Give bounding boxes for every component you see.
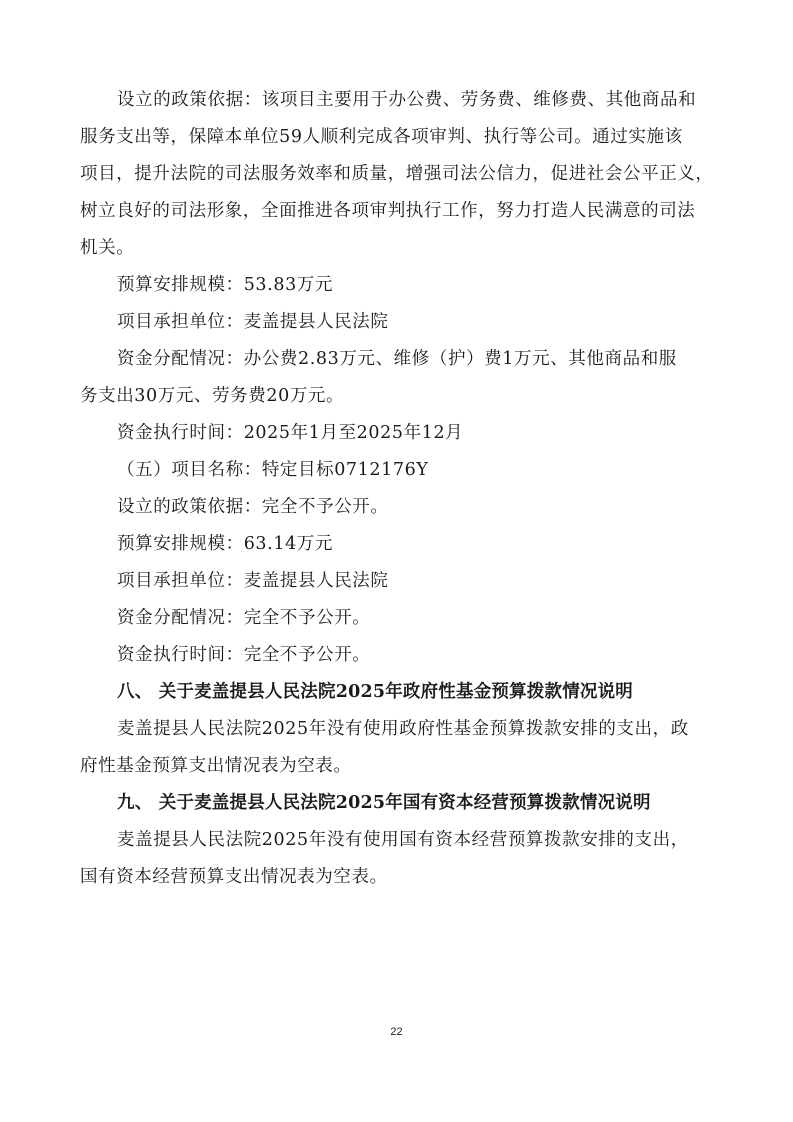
project-title: （五）项目名称：特定目标0712176Y xyxy=(117,460,429,480)
section-9-heading: 九、 关于麦盖提县人民法院2025年国有资本经营预算拨款情况说明 xyxy=(117,793,651,813)
policy-basis-text: 项目，提升法院的司法服务效率和质量，增强司法公信力，促进社会公平正义， xyxy=(80,164,714,184)
section-9-body: 国有资本经营预算支出情况表为空表。 xyxy=(80,867,388,887)
policy-basis-text: 设立的政策依据：完全不予公开。 xyxy=(117,497,389,517)
policy-basis-text: 机关。 xyxy=(80,238,135,258)
section-8-body: 麦盖提县人民法院2025年没有使用政府性基金预算拨款安排的支出，政 xyxy=(117,719,689,739)
undertaking-unit-text: 项目承担单位：麦盖提县人民法院 xyxy=(117,571,389,591)
execution-time-text: 资金执行时间：2025年1月至2025年12月 xyxy=(117,423,464,443)
undertaking-unit-text: 项目承担单位：麦盖提县人民法院 xyxy=(117,312,389,332)
policy-basis-text: 树立良好的司法形象，全面推进各项审判执行工作，努力打造人民满意的司法 xyxy=(80,201,696,221)
policy-basis-text: 服务支出等，保障本单位59人顺利完成各项审判、执行等公司。通过实施该 xyxy=(80,127,683,147)
fund-allocation-text: 资金分配情况：办公费2.83万元、维修（护）费1万元、其他商品和服 xyxy=(117,349,677,369)
page-number: 22 xyxy=(390,1026,403,1038)
section-8-body: 府性基金预算支出情况表为空表。 xyxy=(80,756,352,776)
section-8-heading: 八、 关于麦盖提县人民法院2025年政府性基金预算拨款情况说明 xyxy=(117,682,633,702)
fund-allocation-text: 资金分配情况：完全不予公开。 xyxy=(117,608,371,628)
budget-scale-text: 预算安排规模：63.14万元 xyxy=(117,534,333,554)
budget-scale-text: 预算安排规模：53.83万元 xyxy=(117,275,333,295)
section-9-body: 麦盖提县人民法院2025年没有使用国有资本经营预算拨款安排的支出， xyxy=(117,830,689,850)
policy-basis-text: 设立的政策依据：该项目主要用于办公费、劳务费、维修费、其他商品和 xyxy=(117,90,697,110)
fund-allocation-text: 务支出30万元、劳务费20万元。 xyxy=(80,386,345,406)
execution-time-text: 资金执行时间：完全不予公开。 xyxy=(117,645,371,665)
